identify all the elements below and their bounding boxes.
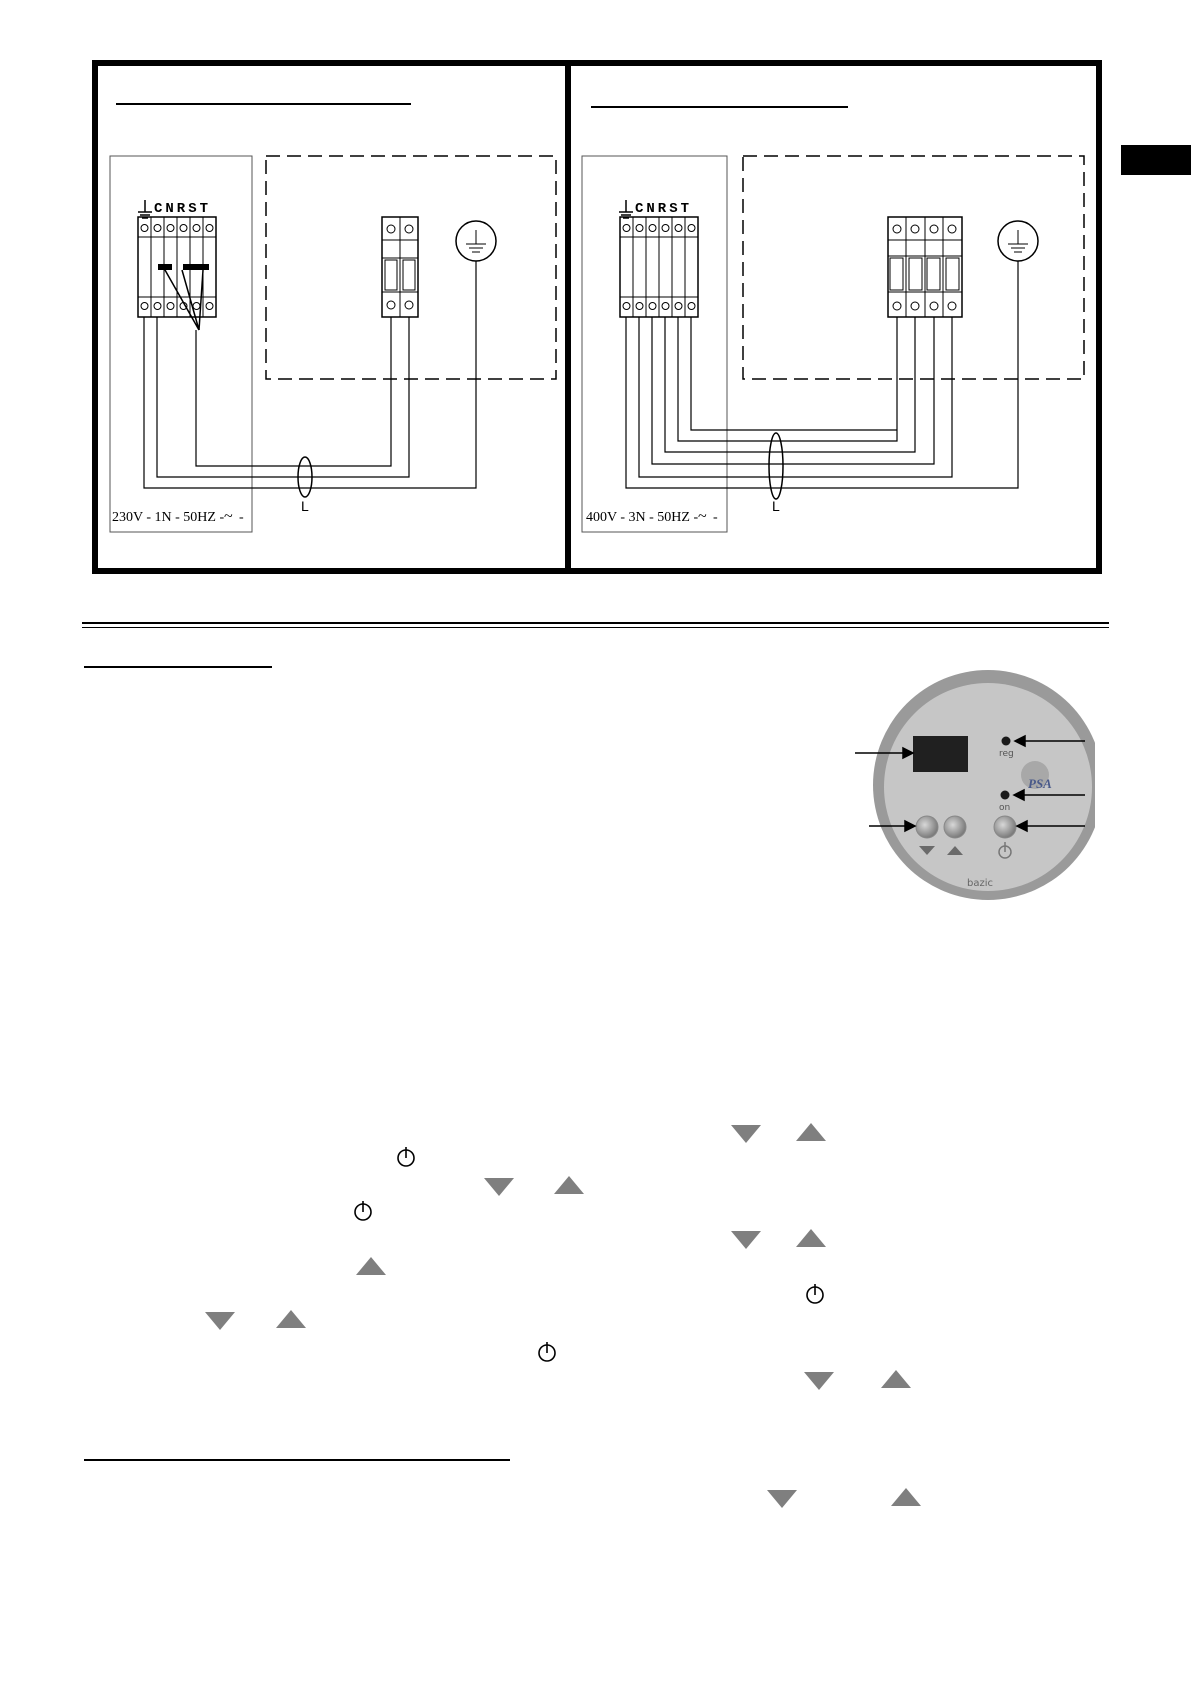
reg-led — [1002, 737, 1011, 746]
power-icon — [536, 1341, 558, 1363]
section-title-underline-2 — [84, 1459, 510, 1461]
left-wave-symbol: ~ — [224, 508, 233, 525]
left-wiring-diagram — [110, 156, 556, 532]
up-arrow-icon — [891, 1488, 921, 1506]
right-supply-label: 400V - 3N - 50HZ - — [586, 510, 699, 525]
section-separator — [82, 622, 1109, 624]
psa-logo-text: PSA — [1028, 776, 1052, 791]
control-panel-illustration — [855, 668, 1095, 908]
up-arrow-icon — [796, 1229, 826, 1247]
up-arrow-icon — [881, 1370, 911, 1388]
right-cable-sheath — [769, 433, 783, 499]
right-cable-letter: L — [772, 498, 780, 514]
left-ground-symbol — [138, 200, 152, 218]
power-icon — [804, 1283, 826, 1305]
right-heater-box — [743, 156, 1084, 379]
down-button — [916, 816, 938, 838]
wiring-diagrams — [0, 0, 1191, 600]
left-cable-letter: L — [301, 498, 309, 514]
down-arrow-icon — [731, 1231, 761, 1249]
left-trailing-dash: - — [239, 510, 244, 525]
panel-face — [884, 683, 1092, 891]
right-ground-symbol — [619, 200, 633, 218]
left-bridge-1 — [158, 264, 172, 270]
on-label: on — [999, 803, 1011, 813]
model-label: bazic — [967, 878, 994, 889]
left-bridge-2 — [183, 264, 209, 270]
power-icon — [352, 1200, 374, 1222]
left-terminal-header: CNRST — [154, 201, 212, 217]
right-earth-symbol — [998, 221, 1038, 261]
right-wiring-diagram — [582, 156, 1084, 532]
down-arrow-icon — [205, 1312, 235, 1330]
up-arrow-icon — [554, 1176, 584, 1194]
right-terminal-header: CNRST — [635, 201, 693, 217]
up-arrow-icon — [356, 1257, 386, 1275]
section-separator-thin — [82, 627, 1109, 628]
up-arrow-icon — [796, 1123, 826, 1141]
on-led — [1001, 791, 1010, 800]
down-arrow-icon — [731, 1125, 761, 1143]
left-earth-symbol — [456, 221, 496, 261]
right-trailing-dash: - — [713, 510, 718, 525]
display-screen — [913, 736, 968, 772]
section-title-underline — [84, 666, 272, 668]
up-button — [944, 816, 966, 838]
down-arrow-icon — [804, 1372, 834, 1390]
left-heater-box — [266, 156, 556, 379]
up-arrow-icon — [276, 1310, 306, 1328]
reg-label: reg — [999, 749, 1014, 759]
right-wave-symbol: ~ — [698, 508, 707, 525]
power-button — [994, 816, 1016, 838]
down-arrow-icon — [484, 1178, 514, 1196]
down-arrow-icon — [767, 1490, 797, 1508]
left-supply-label: 230V - 1N - 50HZ - — [112, 510, 225, 525]
power-icon — [395, 1146, 417, 1168]
